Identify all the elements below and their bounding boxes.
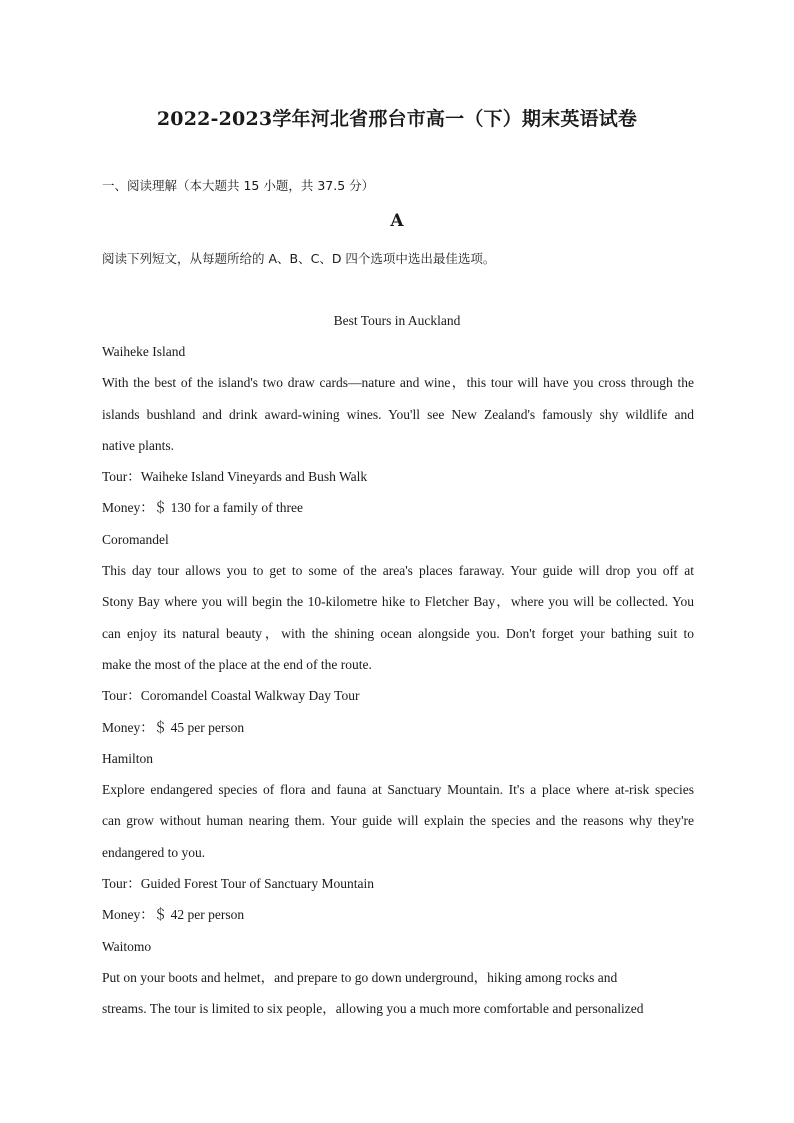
reading-instructions: 阅读下列短文，从每题所给的 A、B、C、D 四个选项中选出最佳选项。 [102, 251, 496, 266]
exam-title: 2022-2023学年河北省邢台市高一（下）期末英语试卷 [156, 108, 638, 130]
tour-name: Tour：Waiheke Island Vineyards and Bush Walk [102, 469, 368, 485]
paragraph-line: native plants. [102, 437, 174, 453]
paragraph-line: islands bushland and drink award-wining wines. You'll see New Zealand's famously shy wildlife and [102, 406, 694, 422]
tour-name: Tour：Guided Forest Tour of Sanctuary Mountain [102, 876, 374, 892]
place-heading: Waitomo [102, 938, 152, 954]
section-heading: 一、阅读理解（本大题共 15 小题，共 37.5 分） [102, 178, 375, 193]
paragraph-line: make the most of the place at the end of the route. [102, 656, 372, 672]
tour-price: Money：＄ 45 per person [102, 719, 245, 735]
place-heading: Coromandel [102, 531, 169, 547]
part-letter: A [390, 211, 404, 231]
passage-title: Best Tours in Auckland [333, 313, 461, 328]
paragraph-line: endangered to you. [102, 844, 206, 860]
paragraph-line: can enjoy its natural beauty，with the shining ocean alongside you. Don't forget your bathing suit to [102, 625, 694, 641]
tour-price: Money：＄ 130 for a family of three [102, 500, 303, 516]
passage-body [102, 336, 694, 1025]
paragraph-line: streams. The tour is limited to six people，allowing you a much more comfortable and personalized [102, 1001, 644, 1017]
place-heading: Hamilton [102, 750, 153, 766]
paragraph-line: This day tour allows you to get to some of the area's places faraway. Your guide will drop you off at [102, 563, 694, 579]
place-heading: Waiheke Island [102, 344, 186, 359]
tour-name: Tour：Coromandel Coastal Walkway Day Tour [102, 688, 360, 704]
tour-price: Money：＄ 42 per person [102, 907, 245, 923]
paragraph-line: Put on your boots and helmet，and prepare to go down underground，hiking among rocks and [102, 969, 618, 985]
paragraph-line: Stony Bay where you will begin the 10-kilometre hike to Fletcher Bay，where you will be collected. You [102, 594, 694, 610]
paragraph-line: can grow without human nearing them. Your guide will explain the species and the reasons why they're [102, 813, 694, 829]
paragraph-line: Explore endangered species of flora and fauna at Sanctuary Mountain. It's a place where at-risk species [102, 782, 694, 798]
paragraph-line: With the best of the island's two draw cards—nature and wine，this tour will have you cross through the [102, 375, 694, 391]
